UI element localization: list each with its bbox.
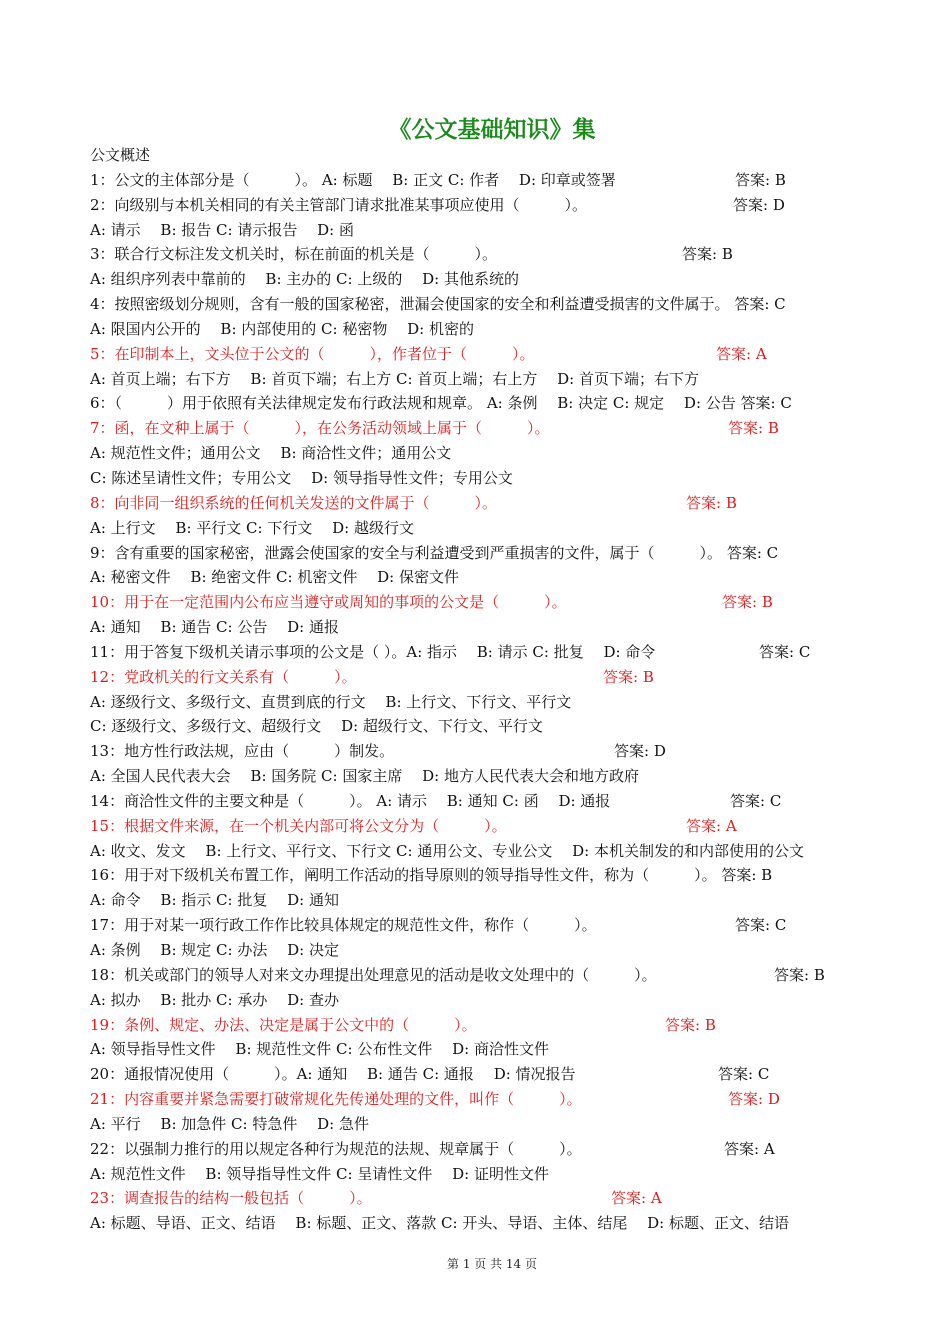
answer-label: 答案: C [718,1065,770,1084]
line-text: 9：含有重要的国家秘密，泄露会使国家的安全与利益遭受到严重损害的文件，属于（ ）。 答案: C [90,543,779,562]
text-line [90,292,880,317]
answer-label: 答案: B [686,493,737,512]
line-text: 14：商洽性文件的主要文种是（ ）。 A: 请示 B: 通知 C: 函 D: 通报 [90,791,611,810]
line-text: A: 规范性文件；通用公文 B: 商洽性文件；通用公文 [90,444,452,463]
line-text: 23：调查报告的结构一般包括（ ）。 [90,1189,372,1208]
line-text: A: 命令 B: 指示 C: 批复 D: 通知 [90,891,339,910]
text-line [90,1186,880,1211]
text-line [90,764,880,789]
answer-label: 答案: B [735,170,786,189]
text-line [90,1087,880,1112]
answer-label: 答案: C [730,791,782,810]
line-text: A: 上行文 B: 平行文 C: 下行文 D: 越级行文 [90,518,414,537]
answer-label: 答案: B [665,1015,716,1034]
line-text: 18：机关或部门的领导人对来文办理提出处理意见的活动是收文处理中的（ ）。 [90,965,657,984]
line-text: C: 陈述呈请性文件；专用公文 D: 领导指导性文件；专用公文 [90,468,513,487]
answer-label: 答案: A [686,816,737,835]
text-line [90,640,880,665]
line-text: 7：函，在文种上属于（ ），在公务活动领域上属于（ ）。 [90,419,550,438]
text-line [90,541,880,566]
text-line [90,888,880,913]
line-text: 5：在印制本上，文头位于公文的（ ），作者位于（ ）。 [90,344,535,363]
line-text: A: 标题、导语、正文、结语 B: 标题、正文、落款 C: 开头、导语、主体、结尾 D: 标题、正文、结语 [90,1214,789,1233]
line-text: A: 通知 B: 通告 C: 公告 D: 通报 [90,618,339,637]
line-text: A: 条例 B: 规定 C: 办法 D: 决定 [90,941,339,959]
text-line [90,168,880,193]
text-line [90,143,880,168]
text-line [90,342,880,367]
answer-label: 答案: B [603,667,654,686]
text-line [90,193,880,218]
line-text: A: 首页上端；右下方 B: 首页下端；右上方 C: 首页上端；右上方 D: 首页下端；右下方 [90,369,699,388]
text-line [90,267,880,292]
text-line [90,416,880,441]
line-text: 11：用于答复下级机关请示事项的公文是（ ）。A: 指示 B: 请示 C: 批复 D: 命令 [90,642,656,661]
text-line [90,491,880,516]
text-line [90,789,880,814]
line-text: A: 收文、发文 B: 上行文、平行文、下行文 C: 通用公文、专业公文 D: 本机关制发的和内部使用的公文 [90,841,804,860]
text-line [90,516,880,541]
answer-label: 答案: D [733,195,785,214]
line-text: 17：用于对某一项行政工作作比较具体规定的规范性文件，称作（ ）。 [90,916,597,935]
text-line [90,863,880,888]
text-line [90,938,880,963]
answer-label: 答案: D [728,1090,780,1109]
text-line [90,714,880,739]
text-line [90,590,880,615]
text-line [90,739,880,764]
line-text: A: 组织序列表中靠前的 B: 主办的 C: 上级的 D: 其他系统的 [90,270,519,289]
answer-label: 答案: B [722,593,773,612]
text-line [90,839,880,864]
line-text: A: 逐级行文、多级行文、直贯到底的行文 B: 上行文、下行文、平行文 [90,692,572,711]
text-line [90,317,880,342]
answer-label: 答案: A [716,344,767,363]
text-line [90,814,880,839]
line-text: 22：以强制力推行的用以规定各种行为规范的法规、规章属于（ ）。 [90,1139,582,1158]
line-text: A: 请示 B: 报告 C: 请示报告 D: 函 [90,220,354,239]
document-title: 《公文基础知识》集 [388,116,596,143]
line-text: 19：条例、规定、办法、决定是属于公文中的（ ）。 [90,1015,477,1034]
line-text: 15：根据文件来源，在一个机关内部可将公文分为（ ）。 [90,816,507,835]
line-text: C: 逐级行文、多级行文、超级行文 D: 超级行文、下行文、平行文 [90,717,543,736]
text-line [90,988,880,1013]
line-text: 4：按照密级划分规则，含有一般的国家秘密，泄漏会使国家的安全和利益遭受损害的文件属于。 答案: C [90,295,786,314]
text-line [90,690,880,715]
text-line [90,441,880,466]
answer-label: 答案: C [759,642,811,661]
text-line [90,242,880,267]
line-text: A: 秘密文件 B: 绝密文件 C: 机密文件 D: 保密文件 [90,568,459,587]
answer-label: 答案: C [735,916,787,935]
line-text: 1：公文的主体部分是（ ）。 A: 标题 B: 正文 C: 作者 D: 印章或签署 [90,170,616,189]
text-line [90,1062,880,1087]
answer-label: 答案: A [611,1189,662,1208]
answer-label: 答案: B [728,419,779,438]
line-text: 公文概述 [90,146,151,164]
line-text: 20：通报情况使用（ ）。A: 通知 B: 通告 C: 通报 D: 情况报告 [90,1065,576,1084]
line-text: 8：向非同一组织系统的任何机关发送的文件属于（ ）。 [90,493,498,512]
line-text: A: 拟办 B: 批办 C: 承办 D: 查办 [90,990,339,1009]
line-text: 12：党政机关的行文关系有（ ）。 [90,667,357,686]
text-line [90,963,880,988]
line-text: 10：用于在一定范围内公布应当遵守或周知的事项的公文是（ ）。 [90,593,567,612]
answer-label: 答案: B [682,245,733,264]
line-text: 2：向级别与本机关相同的有关主管部门请求批准某事项应使用（ ）。 [90,195,588,214]
line-text: 3：联合行文标注发文机关时，标在前面的机关是（ ）。 [90,245,498,264]
text-line [90,1037,880,1062]
text-line [90,466,880,491]
line-text: A: 领导指导性文件 B: 规范性文件 C: 公布性文件 D: 商洽性文件 [90,1040,549,1059]
line-text: 6：（ ）用于依照有关法律规定发布行政法规和规章。 A: 条例 B: 决定 C: 规定 D: 公告 答案: C [90,394,792,413]
text-line [90,913,880,938]
line-text: A: 平行 B: 加急件 C: 特急件 D: 急件 [90,1114,369,1133]
question-list [90,143,880,1236]
line-text: 13：地方性行政法规，应由（ ）制发。 [90,742,395,761]
answer-label: 答案: D [614,742,666,761]
line-text: A: 全国人民代表大会 B: 国务院 C: 国家主席 D: 地方人民代表大会和地方政府 [90,767,639,786]
line-text: 16：用于对下级机关布置工作，阐明工作活动的指导原则的领导指导性文件，称为（ ）。 答案: B [90,866,773,885]
text-line [90,391,880,416]
text-line [90,1162,880,1187]
page-footer: 第 1 页 共 14 页 [447,1257,537,1271]
text-line [90,218,880,243]
answer-label: 答案: A [724,1139,775,1158]
text-line [90,1112,880,1137]
text-line [90,1013,880,1038]
text-line [90,615,880,640]
answer-label: 答案: B [774,965,825,984]
line-text: A: 限国内公开的 B: 内部使用的 C: 秘密物 D: 机密的 [90,319,474,338]
text-line [90,1211,880,1236]
text-line [90,1137,880,1162]
text-line [90,367,880,392]
text-line [90,665,880,690]
text-line [90,565,880,590]
line-text: 21：内容重要并紧急需要打破常规化先传递处理的文件，叫作（ ）。 [90,1090,582,1109]
line-text: A: 规范性文件 B: 领导指导性文件 C: 呈请性文件 D: 证明性文件 [90,1164,549,1183]
